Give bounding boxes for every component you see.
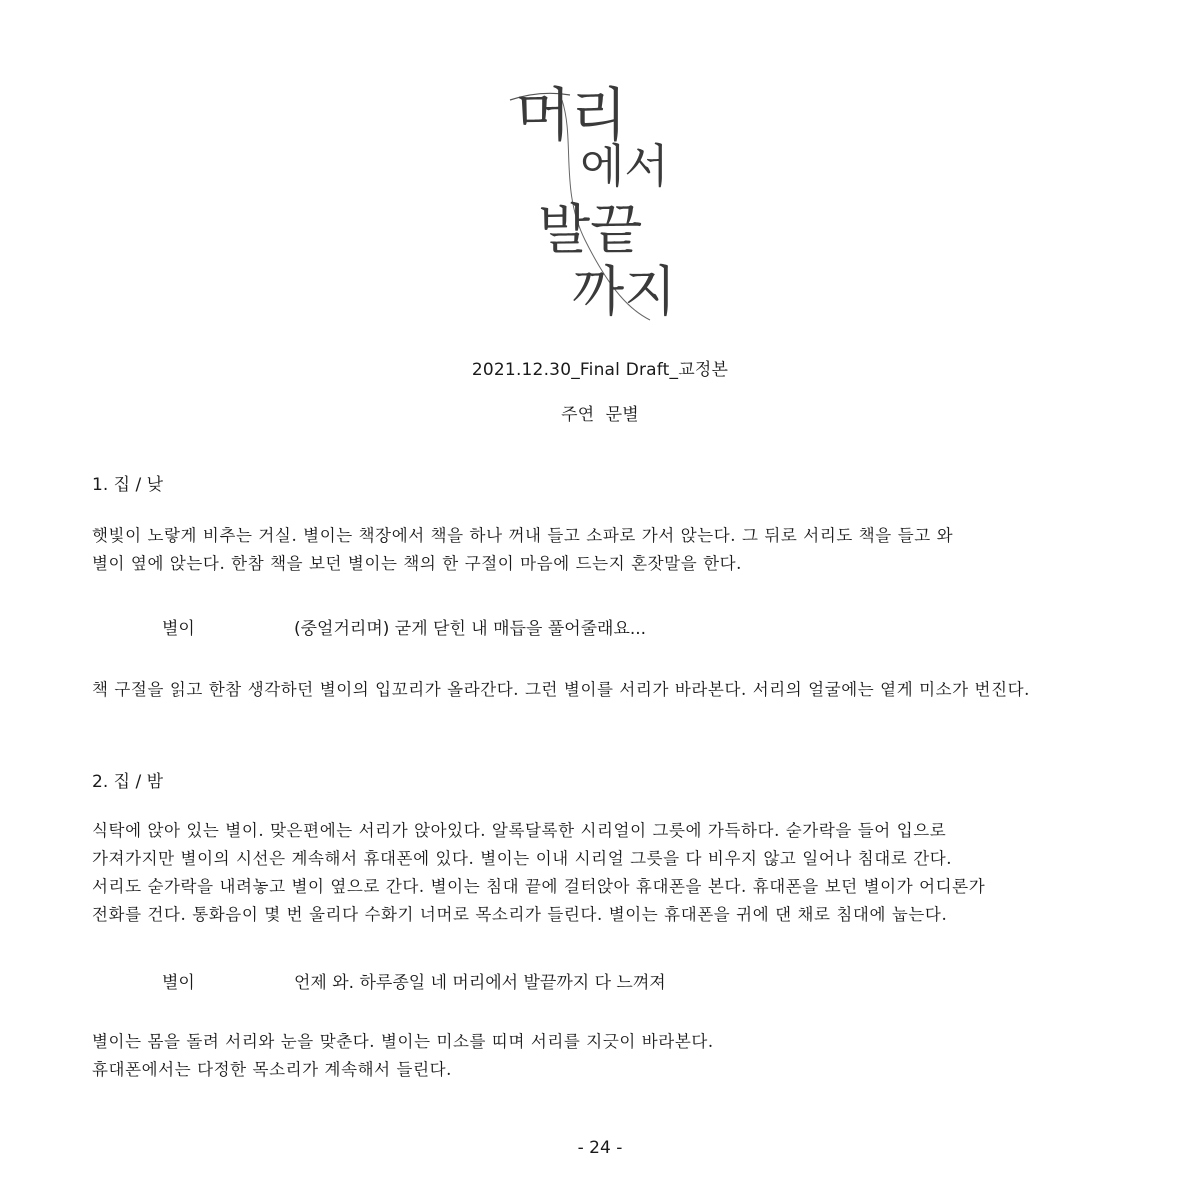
scene-2-speaker: 별이	[162, 973, 195, 993]
scene-1-dialogue-line: (중얼거리며) 굳게 닫힌 내 매듭을 풀어줄래요...	[294, 619, 647, 639]
scene-1-action-1-line-1: 햇빛이 노랗게 비추는 거실. 별이는 책장에서 책을 하나 꺼내 들고 소파로 가서 앉는다. 그 뒤로 서리도 책을 들고 와	[92, 526, 954, 545]
logo-line-3: 발끝	[538, 198, 643, 261]
logo-line-1: 머리	[515, 81, 628, 149]
logo-line-2: 에서	[580, 139, 669, 193]
scene-2-dialogue-line: 언제 와. 하루종일 네 머리에서 발끝까지 다 느껴져	[294, 973, 666, 993]
logo-line-4: 까지	[572, 260, 677, 323]
draft-label: 2021.12.30_Final Draft_교정본	[471, 360, 729, 380]
scene-2-action-1-line-3: 서리도 숟가락을 내려놓고 별이 옆으로 간다. 별이는 침대 끝에 걸터앉아 휴대폰을 본다. 휴대폰을 보던 별이가 어디론가	[92, 877, 986, 896]
scene-1-dialogue	[162, 614, 646, 639]
page-number: - 24 -	[577, 1138, 623, 1158]
scene-2-action-2	[92, 1028, 1132, 1084]
scene-2-action-1-line-4: 전화를 건다. 통화음이 몇 번 울리다 수화기 너머로 목소리가 들린다. 별이는 휴대폰을 귀에 댄 채로 침대에 눕는다.	[92, 905, 948, 924]
title-logo	[500, 70, 700, 330]
scene-1-action-2	[92, 676, 1132, 704]
scene-1-action-1	[92, 522, 1132, 578]
scene-2-action-2-line-2: 휴대폰에서는 다정한 목소리가 계속해서 들린다.	[92, 1060, 453, 1079]
scene-2-action-1	[92, 817, 1132, 929]
scene-2-action-1-line-1: 식탁에 앉아 있는 별이. 맞은편에는 서리가 앉아있다. 알록달록한 시리얼이 그릇에 가득하다. 숟가락을 들어 입으로	[92, 821, 947, 840]
scene-1-action-2-line-1: 책 구절을 읽고 한참 생각하던 별이의 입꼬리가 올라간다. 그런 별이를 서리가 바라본다. 서리의 얼굴에는 옅게 미소가 번진다.	[92, 680, 1031, 699]
scene-2-dialogue	[162, 968, 666, 993]
scene-1-heading: 1. 집 / 낮	[92, 475, 164, 495]
scene-2-action-2-line-1: 별이는 몸을 돌려 서리와 눈을 맞춘다. 별이는 미소를 띠며 서리를 지긋이 바라본다.	[92, 1032, 714, 1051]
scene-1-action-1-line-2: 별이 옆에 앉는다. 한참 책을 보던 별이는 책의 한 구절이 마음에 드는지 혼잣말을 한다.	[92, 554, 742, 573]
scene-2-heading: 2. 집 / 밤	[92, 772, 164, 792]
scene-1-speaker: 별이	[162, 619, 195, 639]
scene-2-action-1-line-2: 가져가지만 별이의 시선은 계속해서 휴대폰에 있다. 별이는 이내 시리얼 그릇을 다 비우지 않고 일어나 침대로 간다.	[92, 849, 953, 868]
cast-label: 주연 문별	[561, 405, 639, 425]
